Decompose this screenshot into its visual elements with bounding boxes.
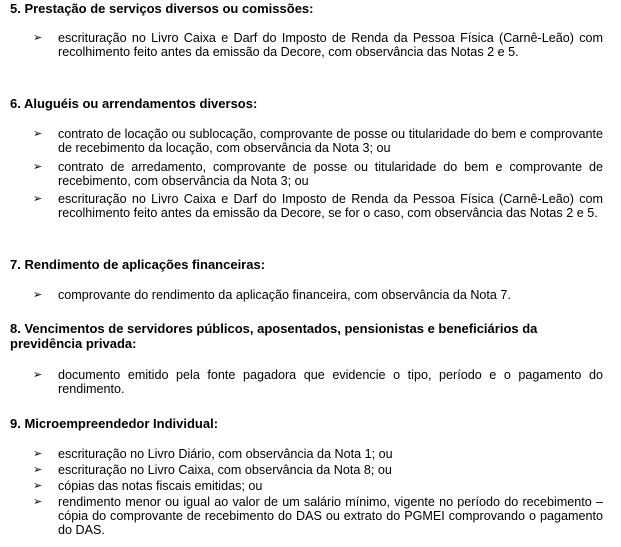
list-item	[33, 463, 603, 477]
arrow-bullet-icon: ➢	[33, 193, 43, 205]
list-item	[33, 368, 603, 396]
list-item	[33, 495, 603, 538]
list-item-text: documento emitido pela fonte pagadora que evidencie o tipo, período e o pagamento do rendimento.	[58, 368, 603, 397]
arrow-bullet-icon: ➢	[33, 161, 43, 173]
list-item	[33, 192, 603, 220]
section-heading-6: 6. Aluguéis ou arrendamentos diversos:	[10, 96, 258, 111]
list-item-text: escrituração no Livro Diário, com observância da Nota 1; ou	[58, 447, 393, 461]
list-item-text: rendimento menor ou igual ao valor de um salário mínimo, vigente no período do recebimento – cópia do comprovante de recebimento do DAS ou extrato do PGMEI comprovando o pagamento do DAS.	[58, 495, 603, 538]
list-item	[33, 127, 603, 155]
section-heading-5: 5. Prestação de serviços diversos ou comissões:	[10, 1, 314, 16]
arrow-bullet-icon: ➢	[33, 128, 43, 140]
list-item	[33, 31, 603, 59]
arrow-bullet-icon: ➢	[33, 32, 43, 44]
list-item	[33, 288, 603, 302]
list-item-text: escrituração no Livro Caixa e Darf do Imposto de Renda da Pessoa Física (Carnê-Leão) com recolhimento feito antes da emissão da Decore, com observância das Notas 2 e 5.	[58, 31, 603, 60]
list-item-text: contrato de arredamento, comprovante de posse ou titularidade do bem e comprovante de recebimento, com observância da Nota 3; ou	[58, 160, 603, 189]
list-item-text: cópias das notas fiscais emitidas; ou	[58, 479, 263, 493]
arrow-bullet-icon: ➢	[33, 369, 43, 381]
list-item	[33, 479, 603, 493]
list-item-text: escrituração no Livro Caixa, com observância da Nota 8; ou	[58, 463, 392, 477]
list-item-text: escrituração no Livro Caixa e Darf do Imposto de Renda da Pessoa Física (Carnê-Leão) com recolhimento feito antes da emissão da Decore, se for o caso, com observância das Notas 2 e 5.	[58, 192, 603, 221]
list-item-text: comprovante do rendimento da aplicação financeira, com observância da Nota 7.	[58, 288, 511, 302]
list-item	[33, 160, 603, 188]
arrow-bullet-icon: ➢	[33, 289, 43, 301]
list-item	[33, 447, 603, 461]
arrow-bullet-icon: ➢	[33, 480, 43, 492]
list-item-text: contrato de locação ou sublocação, comprovante de posse ou titularidade do bem e comprovante de recebimento da locação, com observância da Nota 3; ou	[58, 127, 603, 156]
arrow-bullet-icon: ➢	[33, 496, 43, 508]
section-heading-8: 8. Vencimentos de servidores públicos, aposentados, pensionistas e beneficiários da previdência privada:	[10, 321, 538, 351]
arrow-bullet-icon: ➢	[33, 448, 43, 460]
section-heading-7: 7. Rendimento de aplicações financeiras:	[10, 257, 266, 272]
arrow-bullet-icon: ➢	[33, 464, 43, 476]
section-heading-9: 9. Microempreendedor Individual:	[10, 416, 219, 431]
